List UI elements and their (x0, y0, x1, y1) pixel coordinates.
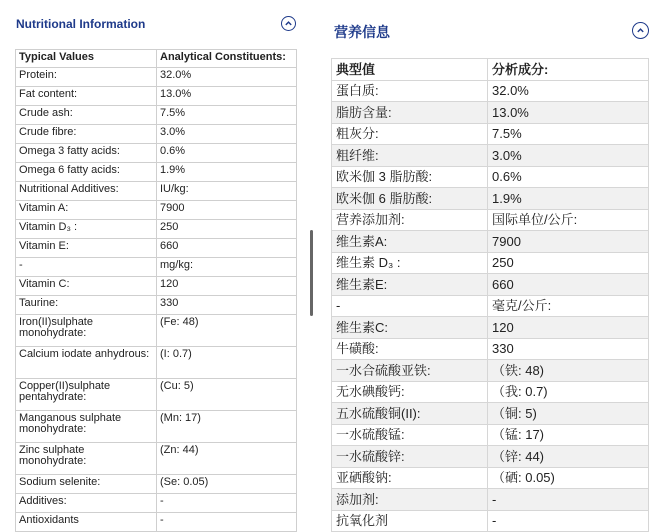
nutrient-name-cell: 一水硫酸锰: (332, 424, 488, 446)
nutrient-value-cell: 7.5% (157, 106, 297, 125)
nutrient-value-cell: 120 (157, 277, 297, 296)
nutrient-name-cell: Crude ash: (16, 106, 157, 125)
nutrient-name-cell: Manganous sulphate monohydrate: (16, 411, 157, 443)
nutrient-name-cell: Sodium selenite: (16, 475, 157, 494)
nutrient-name-cell: 一水硫酸锌: (332, 446, 488, 468)
nutrient-name-cell: Copper(II)sulphate pentahydrate: (16, 379, 157, 411)
nutrition-table-english (15, 49, 297, 532)
nutrient-value-cell: 1.9% (488, 188, 649, 210)
table-row (16, 68, 297, 87)
nutrient-name-cell: 欧米伽 6 脂肪酸: (332, 188, 488, 210)
nutrient-name-cell: 粗灰分: (332, 123, 488, 145)
nutrient-value-cell: （我: 0.7) (488, 381, 649, 403)
nutrient-value-cell: (Cu: 5) (157, 379, 297, 411)
nutrient-value-cell: (Zn: 44) (157, 443, 297, 475)
nutrient-name-cell: Antioxidants (16, 513, 157, 532)
table-row (332, 252, 649, 274)
table-row (16, 258, 297, 277)
nutrient-value-cell: 0.6% (488, 166, 649, 188)
header-cell: 分析成分: (488, 59, 649, 81)
table-row (16, 277, 297, 296)
table-row (332, 360, 649, 382)
nutrient-value-cell: 0.6% (157, 144, 297, 163)
table-header-row (332, 59, 649, 81)
section-title-chinese: 营养信息 (334, 24, 390, 40)
chevron-up-icon (636, 26, 645, 35)
nutrient-value-cell: 7900 (488, 231, 649, 253)
table-header-row (16, 50, 297, 68)
table-row (332, 338, 649, 360)
nutrient-name-cell: Omega 6 fatty acids: (16, 163, 157, 182)
table-row (332, 274, 649, 296)
nutrient-value-cell: （锰: 17) (488, 424, 649, 446)
nutrient-value-cell: (Fe: 48) (157, 315, 297, 347)
table-row (332, 188, 649, 210)
table-row (332, 123, 649, 145)
nutrient-value-cell: mg/kg: (157, 258, 297, 277)
nutrient-name-cell: 欧米伽 3 脂肪酸: (332, 166, 488, 188)
nutrient-name-cell: 五水硫酸铜(II): (332, 403, 488, 425)
nutrient-name-cell: Vitamin E: (16, 239, 157, 258)
table-row (332, 209, 649, 231)
nutrient-value-cell: 1.9% (157, 163, 297, 182)
nutrient-name-cell: 一水合硫酸亚铁: (332, 360, 488, 382)
table-row (332, 403, 649, 425)
nutrient-name-cell: 抗氧化剂 (332, 510, 488, 532)
nutrient-value-cell: 660 (157, 239, 297, 258)
table-row (16, 347, 297, 379)
scrollbar[interactable] (310, 230, 313, 316)
nutrient-name-cell: 维生素E: (332, 274, 488, 296)
nutrient-value-cell: - (157, 513, 297, 532)
nutrient-value-cell: - (488, 489, 649, 511)
nutrient-value-cell: 国际单位/公斤: (488, 209, 649, 231)
nutrient-name-cell: 维生素 D₃ : (332, 252, 488, 274)
nutrient-name-cell: 蛋白质: (332, 80, 488, 102)
table-row (16, 513, 297, 532)
nutrient-value-cell: 120 (488, 317, 649, 339)
nutrient-value-cell: 7.5% (488, 123, 649, 145)
nutrient-name-cell: Nutritional Additives: (16, 182, 157, 201)
nutrient-value-cell: (Se: 0.05) (157, 475, 297, 494)
table-row (332, 102, 649, 124)
table-row (16, 411, 297, 443)
table-row (332, 231, 649, 253)
table-row (16, 296, 297, 315)
header-cell: Analytical Constituents: (157, 50, 297, 68)
nutrient-name-cell: Omega 3 fatty acids: (16, 144, 157, 163)
nutrient-name-cell: 营养添加剂: (332, 209, 488, 231)
nutrient-value-cell: 32.0% (157, 68, 297, 87)
nutrient-name-cell: - (332, 295, 488, 317)
nutrient-name-cell: Protein: (16, 68, 157, 87)
nutrient-value-cell: (I: 0.7) (157, 347, 297, 379)
table-row (16, 239, 297, 258)
nutrient-value-cell: （硒: 0.05) (488, 467, 649, 489)
nutrient-name-cell: 脂肪含量: (332, 102, 488, 124)
table-row (16, 443, 297, 475)
table-row (332, 446, 649, 468)
panel-chinese (323, 0, 657, 529)
table-row (16, 201, 297, 220)
nutrient-name-cell: Vitamin A: (16, 201, 157, 220)
section-title-english: Nutritional Information (16, 17, 146, 31)
panel-english (0, 0, 310, 525)
table-row (332, 489, 649, 511)
table-row (16, 379, 297, 411)
nutrient-value-cell: - (157, 494, 297, 513)
collapse-toggle-english[interactable] (281, 16, 296, 31)
nutrient-name-cell: Iron(II)sulphate monohydrate: (16, 315, 157, 347)
nutrient-name-cell: Zinc sulphate monohydrate: (16, 443, 157, 475)
table-row (16, 315, 297, 347)
table-row (16, 125, 297, 144)
nutrient-name-cell: Taurine: (16, 296, 157, 315)
nutrition-table-chinese (331, 58, 649, 532)
nutrient-value-cell: 毫克/公斤: (488, 295, 649, 317)
nutrient-name-cell: 牛磺酸: (332, 338, 488, 360)
nutrient-value-cell: - (488, 510, 649, 532)
nutrient-value-cell: 250 (488, 252, 649, 274)
table-row (16, 494, 297, 513)
nutrient-name-cell: 亚硒酸钠: (332, 467, 488, 489)
nutrient-value-cell: （锌: 44) (488, 446, 649, 468)
nutrient-value-cell: 13.0% (157, 87, 297, 106)
header-cell: 典型值 (332, 59, 488, 81)
table-row (332, 467, 649, 489)
nutrient-name-cell: Vitamin D₃ : (16, 220, 157, 239)
table-row (16, 182, 297, 201)
nutrient-name-cell: - (16, 258, 157, 277)
table-row (16, 475, 297, 494)
chevron-up-icon (284, 19, 293, 28)
nutrient-name-cell: 维生素A: (332, 231, 488, 253)
table-row (16, 220, 297, 239)
nutrient-name-cell: Vitamin C: (16, 277, 157, 296)
nutrient-value-cell: 3.0% (157, 125, 297, 144)
nutrient-value-cell: 13.0% (488, 102, 649, 124)
nutrient-name-cell: 无水碘酸钙: (332, 381, 488, 403)
collapse-toggle-chinese[interactable] (632, 22, 649, 39)
table-row (332, 166, 649, 188)
nutrient-value-cell: 32.0% (488, 80, 649, 102)
nutrient-name-cell: Fat content: (16, 87, 157, 106)
table-row (332, 424, 649, 446)
nutrient-name-cell: Calcium iodate anhydrous: (16, 347, 157, 379)
nutrient-value-cell: 7900 (157, 201, 297, 220)
nutrient-value-cell: (Mn: 17) (157, 411, 297, 443)
nutrient-value-cell: 330 (157, 296, 297, 315)
table-row (16, 106, 297, 125)
table-row (332, 80, 649, 102)
table-row (332, 295, 649, 317)
nutrient-value-cell: 330 (488, 338, 649, 360)
nutrient-name-cell: 维生素C: (332, 317, 488, 339)
table-row (332, 381, 649, 403)
nutrient-value-cell: 250 (157, 220, 297, 239)
table-row (332, 145, 649, 167)
nutrient-name-cell: 粗纤维: (332, 145, 488, 167)
nutrient-value-cell: 3.0% (488, 145, 649, 167)
table-row (16, 163, 297, 182)
nutrient-value-cell: （铁: 48) (488, 360, 649, 382)
header-cell: Typical Values (16, 50, 157, 68)
nutrient-value-cell: 660 (488, 274, 649, 296)
table-row (332, 510, 649, 532)
nutrient-value-cell: （铜: 5) (488, 403, 649, 425)
table-row (332, 317, 649, 339)
nutrient-name-cell: 添加剂: (332, 489, 488, 511)
nutrient-value-cell: IU/kg: (157, 182, 297, 201)
nutrient-name-cell: Crude fibre: (16, 125, 157, 144)
table-row (16, 144, 297, 163)
table-row (16, 87, 297, 106)
nutrient-name-cell: Additives: (16, 494, 157, 513)
